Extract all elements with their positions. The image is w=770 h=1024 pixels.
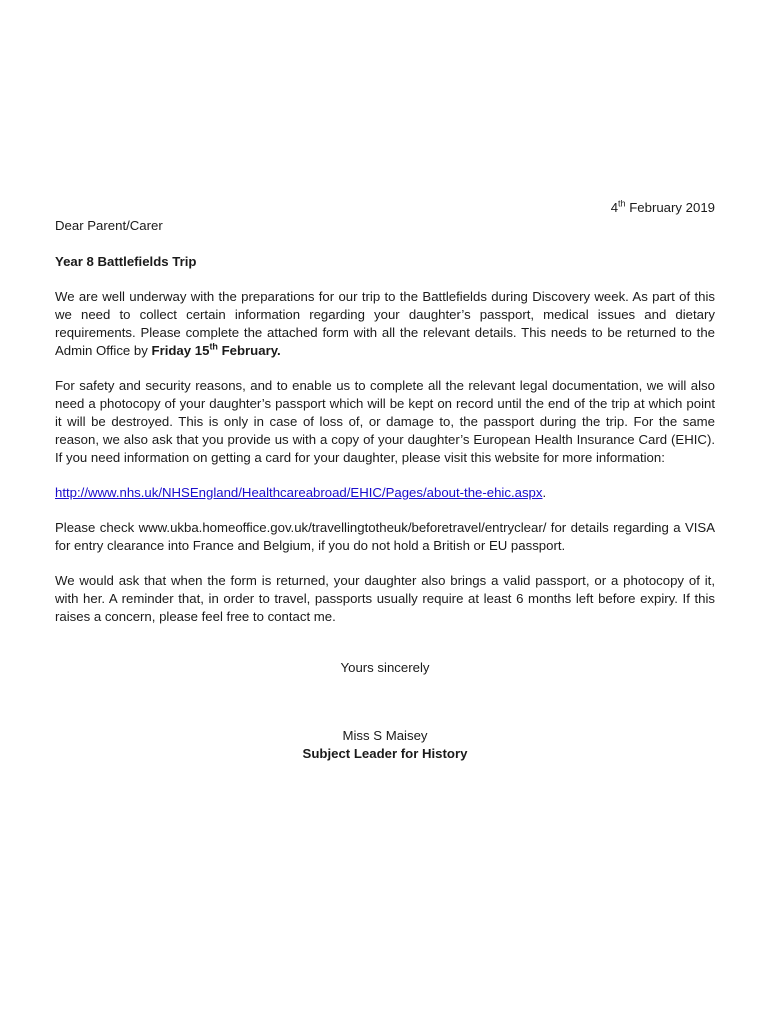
letter-date (55, 199, 715, 217)
ehic-link-suffix: . (542, 485, 547, 500)
date-suffix: th (618, 198, 626, 209)
deadline-suffix: th (209, 341, 218, 352)
paragraph-passport: For safety and security reasons, and to enable us to complete all the relevant legal documentation, we will also need a photocopy of your daughter’s passport which will be kept on record until the end of the trip at which point it will be destroyed. This is only in case of loss of, or damage to, the passport during the trip. For the same reason, we also ask that you provide us with a copy of your daughter’s European Health Insurance Card (EHIC). If you need information on getting a card for your daughter, please visit this website for more information: (55, 378, 715, 465)
letter-subject: Year 8 Battlefields Trip (55, 254, 197, 269)
letter-body (55, 199, 715, 763)
signatory-role: Subject Leader for History (302, 746, 468, 761)
salutation: Dear Parent/Carer (55, 218, 163, 233)
paragraph-visa: Please check www.ukba.homeoffice.gov.uk/travellingtotheuk/beforetravel/entryclear/ for details regarding a VISA for entry clearance into France and Belgium, if you do not hold a British or EU passport. (55, 520, 715, 553)
paragraph-preparations (55, 288, 715, 360)
deadline-main: Friday 15 (151, 343, 210, 358)
signatory-name: Miss S Maisey (342, 728, 428, 743)
ehic-link[interactable]: http://www.nhs.uk/NHSEngland/Healthcareabroad/EHIC/Pages/about-the-ehic.aspx (55, 485, 543, 500)
paragraph-preparations-text: We are well underway with the preparations for our trip to the Battlefields during Discovery week. As part of this we need to collect certain information regarding your daughter’s passport, medical issues and dietary requirements. Please complete the attached form with all the relevant details. This needs to be returned to the Admin Office by (55, 289, 715, 358)
date-rest: February 2019 (625, 200, 715, 215)
date-day: 4 (610, 200, 619, 215)
deadline-rest: February. (217, 343, 281, 358)
paragraph-ehic-link (55, 484, 715, 502)
closing: Yours sincerely (340, 660, 430, 675)
deadline (152, 343, 281, 358)
paragraph-passport-reminder: We would ask that when the form is returned, your daughter also brings a valid passport, or a photocopy of it, with her. A reminder that, in order to travel, passports usually require at least 6 months left before expiry. If this raises a concern, please feel free to contact me. (55, 573, 715, 624)
signature-block (55, 727, 715, 763)
